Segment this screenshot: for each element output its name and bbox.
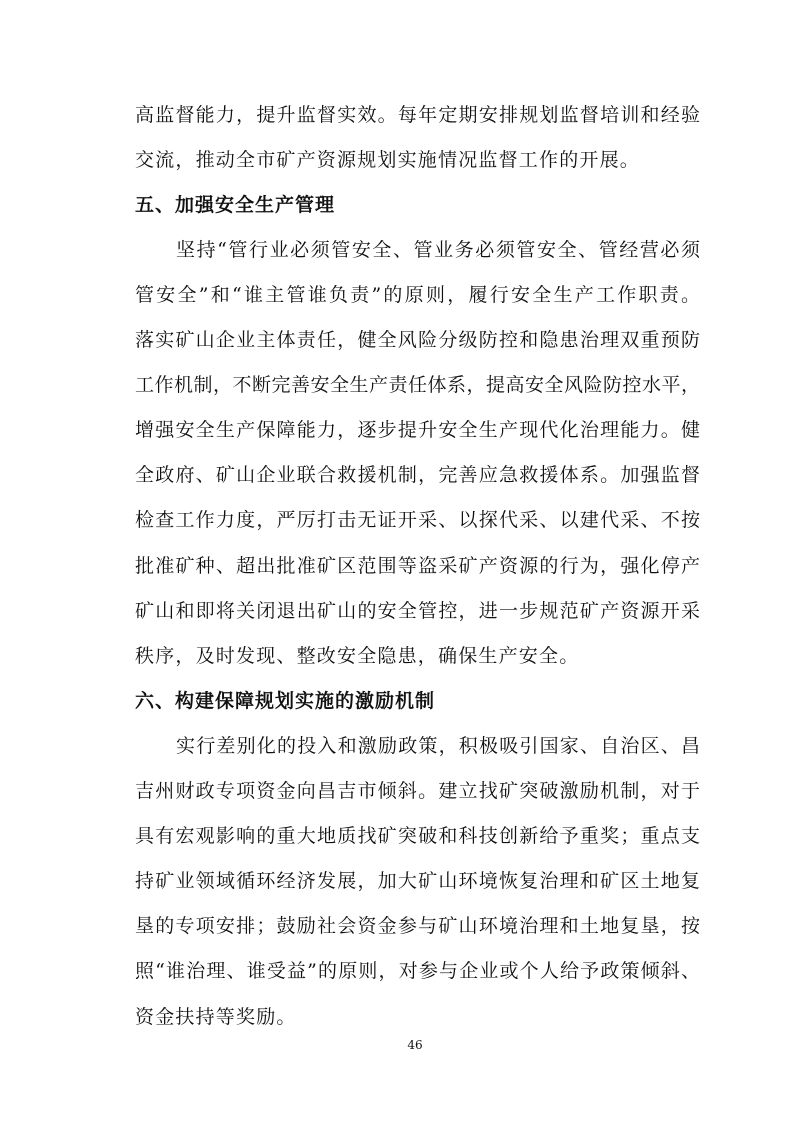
text-line: 照“谁治理、谁受益”的原则，对参与企业或个人给予政策倾斜、 xyxy=(135,960,700,983)
text-line: 实行差别化的投入和激励政策，积极吸引国家、自治区、昌 xyxy=(176,734,700,757)
text-line: 吉州财政专项资金向昌吉市倾斜。建立找矿突破激励机制，对于 xyxy=(135,780,700,802)
text-line: 坚持“管行业必须管安全、管业务必须管安全、管经营必须 xyxy=(176,238,700,261)
text-line: 资金扶持等奖励。 xyxy=(135,1005,297,1028)
text-line: 增强安全生产保障能力，逐步提升安全生产现代化治理能力。健 xyxy=(135,419,700,442)
page-number: 46 xyxy=(407,1038,423,1052)
text-line: 秩序，及时发现、整改安全隐患，确保生产安全。 xyxy=(135,644,580,667)
text-line: 垦的专项安排；鼓励社会资金参与矿山环境治理和土地复垦，按 xyxy=(135,915,700,938)
section-heading: 五、加强安全生产管理 xyxy=(135,193,336,216)
section-heading: 六、构建保障规划实施的激励机制 xyxy=(135,689,436,712)
text-line: 持矿业领域循环经济发展，加大矿山环境恢复治理和矿区土地复 xyxy=(135,870,700,893)
text-line: 高监督能力，提升监督实效。每年定期安排规划监督培训和经验 xyxy=(135,103,700,126)
text-line: 工作机制，不断完善安全生产责任体系，提高安全风险防控水平， xyxy=(135,374,700,397)
text-line: 全政府、矿山企业联合救援机制，完善应急救援体系。加强监督 xyxy=(135,464,700,487)
text-line: 管安全”和“谁主管谁负责”的原则，履行安全生产工作职责。 xyxy=(135,283,700,306)
text-line: 矿山和即将关闭退出矿山的安全管控，进一步规范矿产资源开采 xyxy=(135,599,700,622)
text-line: 检查工作力度，严厉打击无证开采、以探代采、以建代采、不按 xyxy=(135,509,700,532)
text-line: 具有宏观影响的重大地质找矿突破和科技创新给予重奖；重点支 xyxy=(135,825,700,848)
text-line: 交流，推动全市矿产资源规划实施情况监督工作的开展。 xyxy=(135,148,641,171)
text-line: 落实矿山企业主体责任，健全风险分级防控和隐患治理双重预防 xyxy=(135,329,700,351)
text-line: 批准矿种、超出批准矿区范围等盗采矿产资源的行为，强化停产 xyxy=(135,554,700,577)
